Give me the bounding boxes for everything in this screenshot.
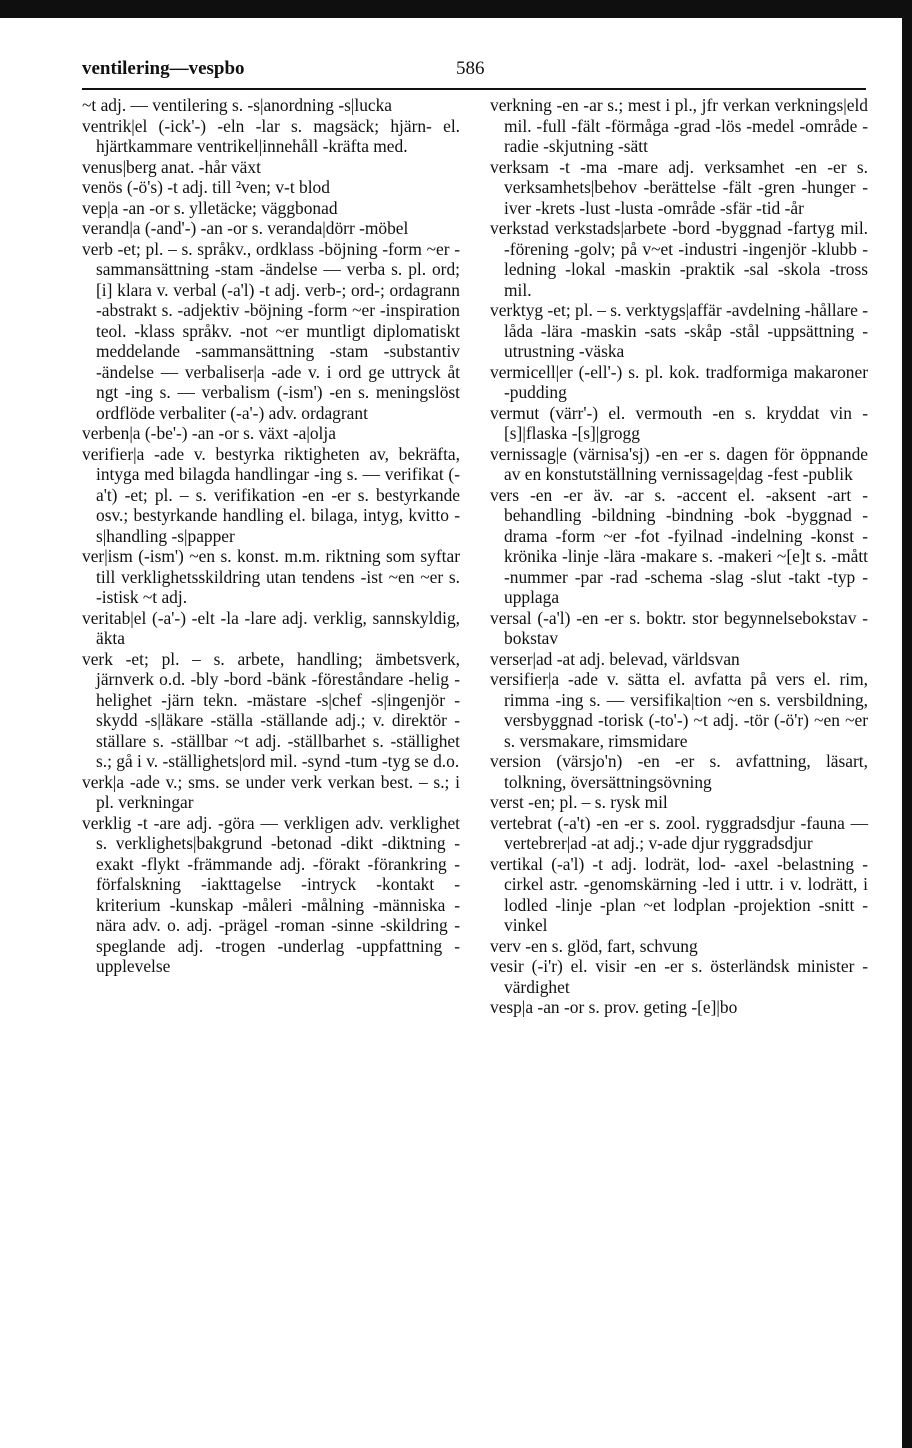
dictionary-entry: verkning -en -ar s.; mest i pl., jfr verkan verknings|eld mil. -full -fält -förmåga -grad -lös -medel -område -radie -skjutning -sätt bbox=[490, 95, 868, 156]
dictionary-entry: ventrik|el (-ick'-) -eln -lar s. magsäck; hjärn- el. hjärtkammare ventrikel|innehåll -kräfta med. bbox=[82, 115, 460, 156]
dictionary-entry: verklig -t -are adj. -göra — verkligen adv. verklighet s. verklighets|bakgrund -betonad -dikt -diktning -exakt -flykt -främmande adj. -förakt -förankring -förfalskning -iakttagelse -intryck -kontakt -kriterium -kunskap -måleri -målning -människa -nära adv. o. adj. -prägel -roman -sinne -skildring -speglande adj. -trogen -underlag -uppfattning -upplevelse bbox=[82, 812, 460, 976]
right-column bbox=[490, 95, 868, 1018]
dictionary-entry: version (värsjo'n) -en -er s. avfattning, läsart, tolkning, översättningsövning bbox=[490, 751, 868, 792]
dictionary-entry: vertikal (-a'l) -t adj. lodrät, lod- -axel -belastning -cirkel astr. -genomskärning -led i uttr. i v. lodrätt, i lodled -linje -plan ~et lodplan -projektion -snitt -vinkel bbox=[490, 853, 868, 935]
dictionary-entry: verkstad verkstads|arbete -bord -byggnad -fartyg mil. -förening -golv; på v~et -industri -ingenjör -klubb -ledning -lokal -maskin -praktik -sal -skola -tross mil. bbox=[490, 218, 868, 300]
running-head: ventilering—vespbo bbox=[82, 58, 245, 79]
dictionary-entry: ~t adj. — ventilering s. -s|anordning -s|lucka bbox=[82, 95, 393, 115]
dictionary-entry: verser|ad -at adj. belevad, världsvan bbox=[490, 648, 740, 669]
dictionary-entry: vesp|a -an -or s. prov. geting -[e]|bo bbox=[490, 997, 738, 1017]
dictionary-entry: vernissag|e (värnisa'sj) -en -er s. dagen för öppnande av en konstutställning vernissage|dag -fest -publik bbox=[490, 443, 868, 484]
dictionary-entry: verk|a -ade v.; sms. se under verk verkan best. – s.; i pl. verkningar bbox=[82, 771, 460, 812]
dictionary-entry: vers -en -er äv. -ar s. -accent el. -aksent -art -behandling -bildning -bindning -bok -byggnad -drama -form ~er -fot -fyilnad -indelning -konst -krönika -linje -lära -makare s. -makeri ~[e]t s. -mått -nummer -par -rad -schema -slag -slut -takt -typ -upplaga bbox=[490, 484, 868, 607]
dictionary-entry: verifier|a -ade v. bestyrka riktigheten av, bekräfta, intyga med bilagda handlingar -ing s. — verifikat (-a't) -et; pl. – s. verifikation -en -er s. bestyrkande osv.; bestyrkande handling el. bilaga, intyg, kvitto -s|handling -s|papper bbox=[82, 443, 460, 546]
dictionary-entry: vermicell|er (-ell'-) s. pl. kok. tradformiga makaroner -pudding bbox=[490, 361, 868, 402]
dictionary-entry: vermut (värr'-) el. vermouth -en s. kryddat vin -[s]|flaska -[s]|grogg bbox=[490, 402, 868, 443]
dictionary-entry: vertebrat (-a't) -en -er s. zool. ryggradsdjur -fauna — vertebrer|ad -at adj.; v-ade djur ryggradsdjur bbox=[490, 812, 868, 853]
dictionary-entry: versal (-a'l) -en -er s. boktr. stor begynnelsebokstav -bokstav bbox=[490, 607, 868, 648]
dictionary-entry: verk -et; pl. – s. arbete, handling; ämbetsverk, järnverk o.d. -bly -bord -bänk -föreståndare -helig -helighet -järn tekn. -mästare -s|chef -s|ingenjör -skydd -s|läkare -ställa -ställande adj.; v. direktör -ställare s. -ställbar ~t adj. -ställbarhet s. -ställighet s.; gå i v. -ställighets|ord mil. -synd -tum -tyg se d.o. bbox=[82, 648, 460, 771]
page-number: 586 bbox=[456, 58, 485, 79]
dictionary-entry: vesir (-i'r) el. visir -en -er s. österländsk minister -värdighet bbox=[490, 956, 868, 997]
dictionary-entry: verben|a (-be'-) -an -or s. växt -a|olja bbox=[82, 423, 336, 443]
dictionary-entry: venus|berg anat. -hår växt bbox=[82, 156, 261, 177]
dictionary-entry: ver|ism (-ism') ~en s. konst. m.m. riktning som syftar till verklighetsskildring utan tendens -ist ~en ~er s. -istisk ~t adj. bbox=[82, 546, 460, 607]
dictionary-entry: verktyg -et; pl. – s. verktygs|affär -avdelning -hållare -låda -lära -maskin -sats -skåp -stål -uppsättning -utrustning -väska bbox=[490, 300, 868, 361]
dictionary-entry: veritab|el (-a'-) -elt -la -lare adj. verklig, sannskyldig, äkta bbox=[82, 607, 460, 648]
dictionary-entry: venös (-ö's) -t adj. till ²ven; v-t blod bbox=[82, 177, 330, 197]
left-column bbox=[82, 95, 460, 977]
scan-border-top bbox=[0, 0, 912, 18]
dictionary-entry: verb -et; pl. – s. språkv., ordklass -böjning -form ~er -sammansättning -stam -ändelse — verba s. pl. ord; [i] klara v. verbal (-a'l) -t adj. verb-; ord-; ordagrann -abstrakt s. -adjektiv -böjning -form ~er -inspiration teol. -klass språkv. -not ~er muntligt diplomatiskt meddelande -sammansättning -stam -substantiv -ändelse — verbaliser|a -ade v. i ord ge uttryck åt ngt -ing s. — verbalism (-ism') -en s. meningslöst ordflöde verbaliter (-a'-) adv. ordagrant bbox=[82, 238, 460, 423]
dictionary-entry: verst -en; pl. – s. rysk mil bbox=[490, 792, 668, 812]
dictionary-entry: verv -en s. glöd, fart, schvung bbox=[490, 935, 698, 956]
scan-border-right bbox=[902, 0, 912, 1448]
header-rule bbox=[82, 88, 866, 90]
dictionary-entry: versifier|a -ade v. sätta el. avfatta på vers el. rim, rimma -ing s. — versifika|tion ~en s. versbildning, versbyggnad -torisk (-to'-) ~t adj. -tör (-ö'r) ~en ~er s. versmakare, rimsmidare bbox=[490, 669, 868, 751]
dictionary-entry: verksam -t -ma -mare adj. verksamhet -en -er s. verksamhets|behov -berättelse -fält -gren -hunger -iver -krets -lust -lusta -område -sfär -tid -år bbox=[490, 156, 868, 218]
dictionary-entry: verand|a (-and'-) -an -or s. veranda|dörr -möbel bbox=[82, 218, 409, 238]
dictionary-entry: vep|a -an -or s. ylletäcke; väggbonad bbox=[82, 197, 338, 218]
